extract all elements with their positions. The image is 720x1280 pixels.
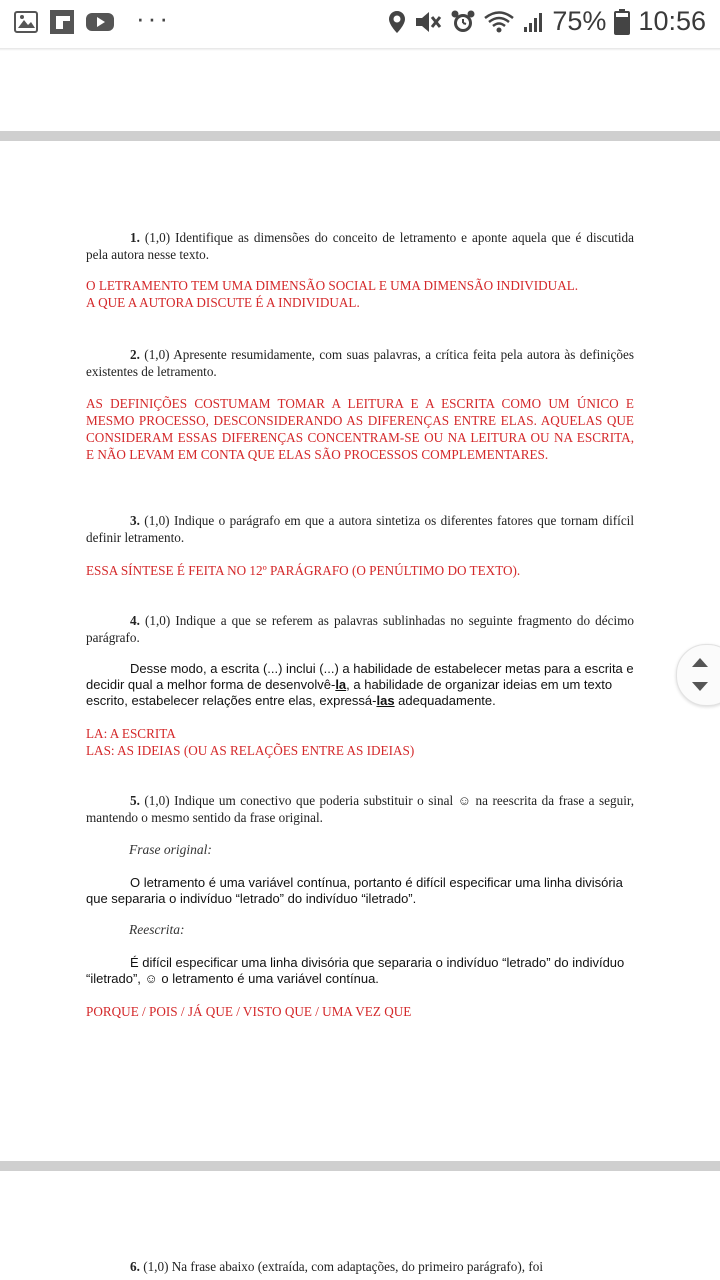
answer-3 (86, 562, 634, 579)
quote-text: , a habilidade de organizar ideias em um texto escrito, estabelecer relações entre elas, expressá- (86, 677, 613, 708)
answer-text: PORQUE / POIS / JÁ QUE / VISTO QUE / UMA VEZ QUE (86, 1004, 412, 1019)
answer-2 (86, 395, 634, 463)
answer-1 (86, 277, 634, 311)
page-nav-widget[interactable] (676, 644, 720, 706)
status-bar (0, 0, 720, 48)
clock: 10:56 (638, 6, 706, 36)
question-1 (86, 229, 634, 263)
scroll-down-icon[interactable] (692, 682, 708, 691)
answer-line: A QUE A AUTORA DISCUTE É A INDIVIDUAL. (86, 295, 360, 310)
question-number: 4. (130, 613, 140, 628)
question-6 (86, 1258, 634, 1276)
page-separator (0, 1161, 720, 1171)
battery-percent: 75% (552, 6, 607, 36)
notification-icons (14, 2, 171, 34)
rewritten-sentence (86, 955, 634, 987)
quote-text: Desse modo, a escrita (...) inclui (...) a habilidade de estabelecer metas para a escrita e decidir qual a melhor forma de desenvolvê- (86, 661, 634, 692)
underlined-la: la (335, 677, 347, 692)
signal-icon (522, 11, 544, 33)
answer-line: LAS: AS IDEIAS (OU AS RELAÇÕES ENTRE AS IDEIAS) (86, 743, 415, 758)
question-number: 5. (130, 793, 140, 808)
original-sentence (86, 875, 634, 907)
answer-line: O LETRAMENTO TEM UMA DIMENSÃO SOCIAL E UMA DIMENSÃO INDIVIDUAL. (86, 278, 579, 293)
answer-text: ESSA SÍNTESE É FEITA NO 12º PARÁGRAFO (O PENÚLTIMO DO TEXTO). (86, 563, 521, 578)
question-2 (86, 346, 634, 380)
answer-5 (86, 1003, 634, 1020)
answer-4 (86, 725, 634, 759)
gallery-icon (14, 11, 38, 33)
original-text: O letramento é uma variável contínua, portanto é difícil especificar uma linha divisória que separaria o indivíduo “letrado” do indivíduo “iletrado”. (86, 875, 623, 906)
alarm-icon (450, 9, 476, 35)
question-4 (86, 612, 634, 646)
rewritten-text: É difícil especificar uma linha divisória que separaria o indivíduo “letrado” do indivíduo “iletrado”, ☺ o letramento é uma variável contínua. (86, 955, 625, 986)
question-3 (86, 512, 634, 546)
question-text: (1,0) Indique um conectivo que poderia substituir o sinal ☺ na reescrita da frase a seguir, mantendo o mesmo sentido da frase original. (86, 793, 635, 825)
mute-icon (414, 10, 442, 34)
wifi-icon (484, 11, 514, 33)
location-icon (388, 10, 406, 34)
question-number: 2. (130, 347, 140, 362)
answer-text: AS DEFINIÇÕES COSTUMAM TOMAR A LEITURA E A ESCRITA COMO UM ÚNICO E MESMO PROCESSO, DESCONSIDERANDO AS DIFERENÇAS ENTRE ELAS. AQUELAS QUE CONSIDERAM ESSAS DIFERENÇAS CONCENTRAM-SE OU NA LEITURA OU NA ESCRITA, E NÃO LEVAM EM CONTA QUE ELAS SÃO PROCESSOS COMPLEMENTARES. (86, 396, 634, 462)
overflow-dots: ··· (136, 2, 171, 33)
question-number: 6. (130, 1259, 140, 1274)
question-text: (1,0) Indique o parágrafo em que a autora sintetiza os diferentes fatores que tornam difícil definir letramento. (86, 513, 634, 545)
label-reescrita: Reescrita: (129, 922, 185, 937)
question-number: 1. (130, 230, 140, 245)
label-frase-original: Frase original: (129, 842, 212, 857)
flipboard-icon (50, 10, 74, 34)
question-number: 3. (130, 513, 140, 528)
scroll-up-icon[interactable] (692, 658, 708, 667)
system-icons (388, 6, 706, 37)
question-5 (86, 792, 634, 826)
quote-text: adequadamente. (394, 693, 496, 708)
quote-fragment (86, 661, 634, 709)
youtube-icon (86, 11, 114, 33)
page-separator (0, 131, 720, 141)
underlined-las: las (376, 693, 395, 708)
answer-line: LA: A ESCRITA (86, 726, 176, 741)
question-text: (1,0) Indique a que se referem as palavras sublinhadas no seguinte fragmento do décimo parágrafo. (86, 613, 634, 645)
status-bar-shadow (0, 48, 720, 51)
question-text: (1,0) Identifique as dimensões do conceito de letramento e aponte aquela que é discutida pela autora nesse texto. (86, 230, 634, 262)
question-text: (1,0) Na frase abaixo (extraída, com adaptações, do primeiro parágrafo), foi (143, 1259, 544, 1274)
question-text: (1,0) Apresente resumidamente, com suas palavras, a crítica feita pela autora às definições existentes de letramento. (86, 347, 634, 379)
battery-icon (614, 9, 630, 35)
